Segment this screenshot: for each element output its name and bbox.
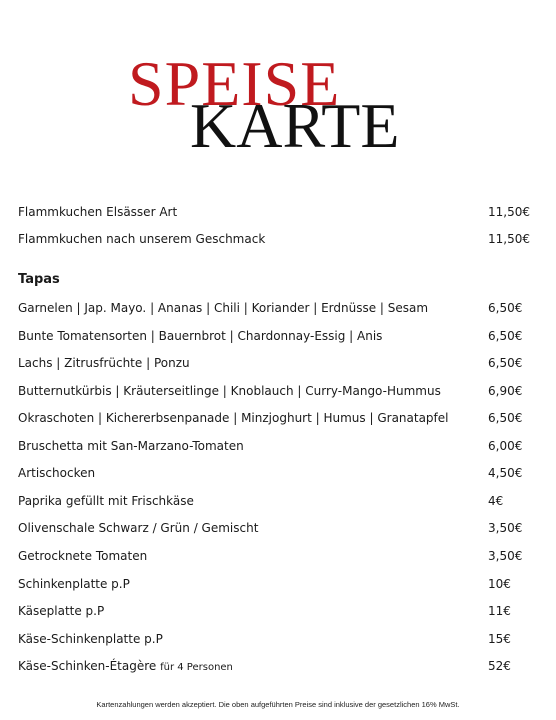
item-name: Bruschetta mit San-Marzano-Tomaten (18, 439, 244, 453)
menu-item (18, 519, 528, 537)
item-name: Garnelen | Jap. Mayo. | Ananas | Chili | Koriander | Erdnüsse | Sesam (18, 301, 429, 315)
item-price: 11,50€ (488, 205, 530, 219)
item-price: 4€ (488, 494, 504, 508)
item-note: für 4 Personen (160, 662, 233, 673)
footer-note: Kartenzahlungen werden akzeptiert. Die oben aufgeführten Preise sind inklusive der gesetzlichen 16% MwSt. (96, 700, 460, 709)
title-line-karte: KARTE (190, 90, 400, 161)
menu-item (18, 657, 528, 675)
item-price: 52€ (488, 659, 511, 673)
item-name: Käseplatte p.P (18, 604, 105, 618)
item-name-text: Käse-Schinken-Étagère (18, 659, 157, 673)
menu-item (18, 464, 528, 482)
item-price: 6,50€ (488, 411, 523, 425)
item-price: 3,50€ (488, 549, 523, 563)
item-price: 6,50€ (488, 356, 523, 370)
section-heading-tapas: Tapas (18, 272, 60, 287)
item-price: 6,00€ (488, 439, 523, 453)
menu-item (18, 354, 528, 372)
item-price: 11€ (488, 604, 511, 618)
menu-item (18, 230, 528, 248)
menu-item (18, 602, 528, 620)
title-line-speise: SPEISE (128, 48, 341, 119)
menu-item (18, 382, 528, 400)
item-price: 11,50€ (488, 232, 530, 246)
item-name: Lachs | Zitrusfrüchte | Ponzu (18, 356, 190, 370)
item-name: Getrocknete Tomaten (18, 549, 148, 563)
item-name (18, 657, 233, 677)
menu-item (18, 203, 528, 221)
menu-item (18, 492, 528, 510)
item-name: Schinkenplatte p.P (18, 577, 130, 591)
menu-item (18, 547, 528, 565)
item-price: 6,90€ (488, 384, 523, 398)
item-name: Okraschoten | Kichererbsenpanade | Minzjoghurt | Humus | Granatapfel (18, 411, 449, 425)
item-price: 6,50€ (488, 329, 523, 343)
menu-item (18, 437, 528, 455)
item-price: 15€ (488, 632, 511, 646)
menu-item (18, 409, 528, 427)
item-name: Butternutkürbis | Kräuterseitlinge | Knoblauch | Curry-Mango-Hummus (18, 384, 441, 398)
item-name: Flammkuchen nach unserem Geschmack (18, 232, 266, 246)
menu-item (18, 630, 528, 648)
item-price: 3,50€ (488, 521, 523, 535)
item-name: Bunte Tomatensorten | Bauernbrot | Chardonnay-Essig | Anis (18, 329, 383, 343)
item-price: 6,50€ (488, 301, 523, 315)
item-name: Artischocken (18, 466, 96, 480)
item-name: Käse-Schinkenplatte p.P (18, 632, 163, 646)
menu-item (18, 299, 528, 317)
item-name: Paprika gefüllt mit Frischkäse (18, 494, 194, 508)
item-price: 10€ (488, 577, 511, 591)
item-name: Olivenschale Schwarz / Grün / Gemischt (18, 521, 259, 535)
menu-item (18, 327, 528, 345)
menu-item (18, 575, 528, 593)
item-name: Flammkuchen Elsässer Art (18, 205, 178, 219)
item-price: 4,50€ (488, 466, 523, 480)
menu-title (0, 0, 556, 170)
